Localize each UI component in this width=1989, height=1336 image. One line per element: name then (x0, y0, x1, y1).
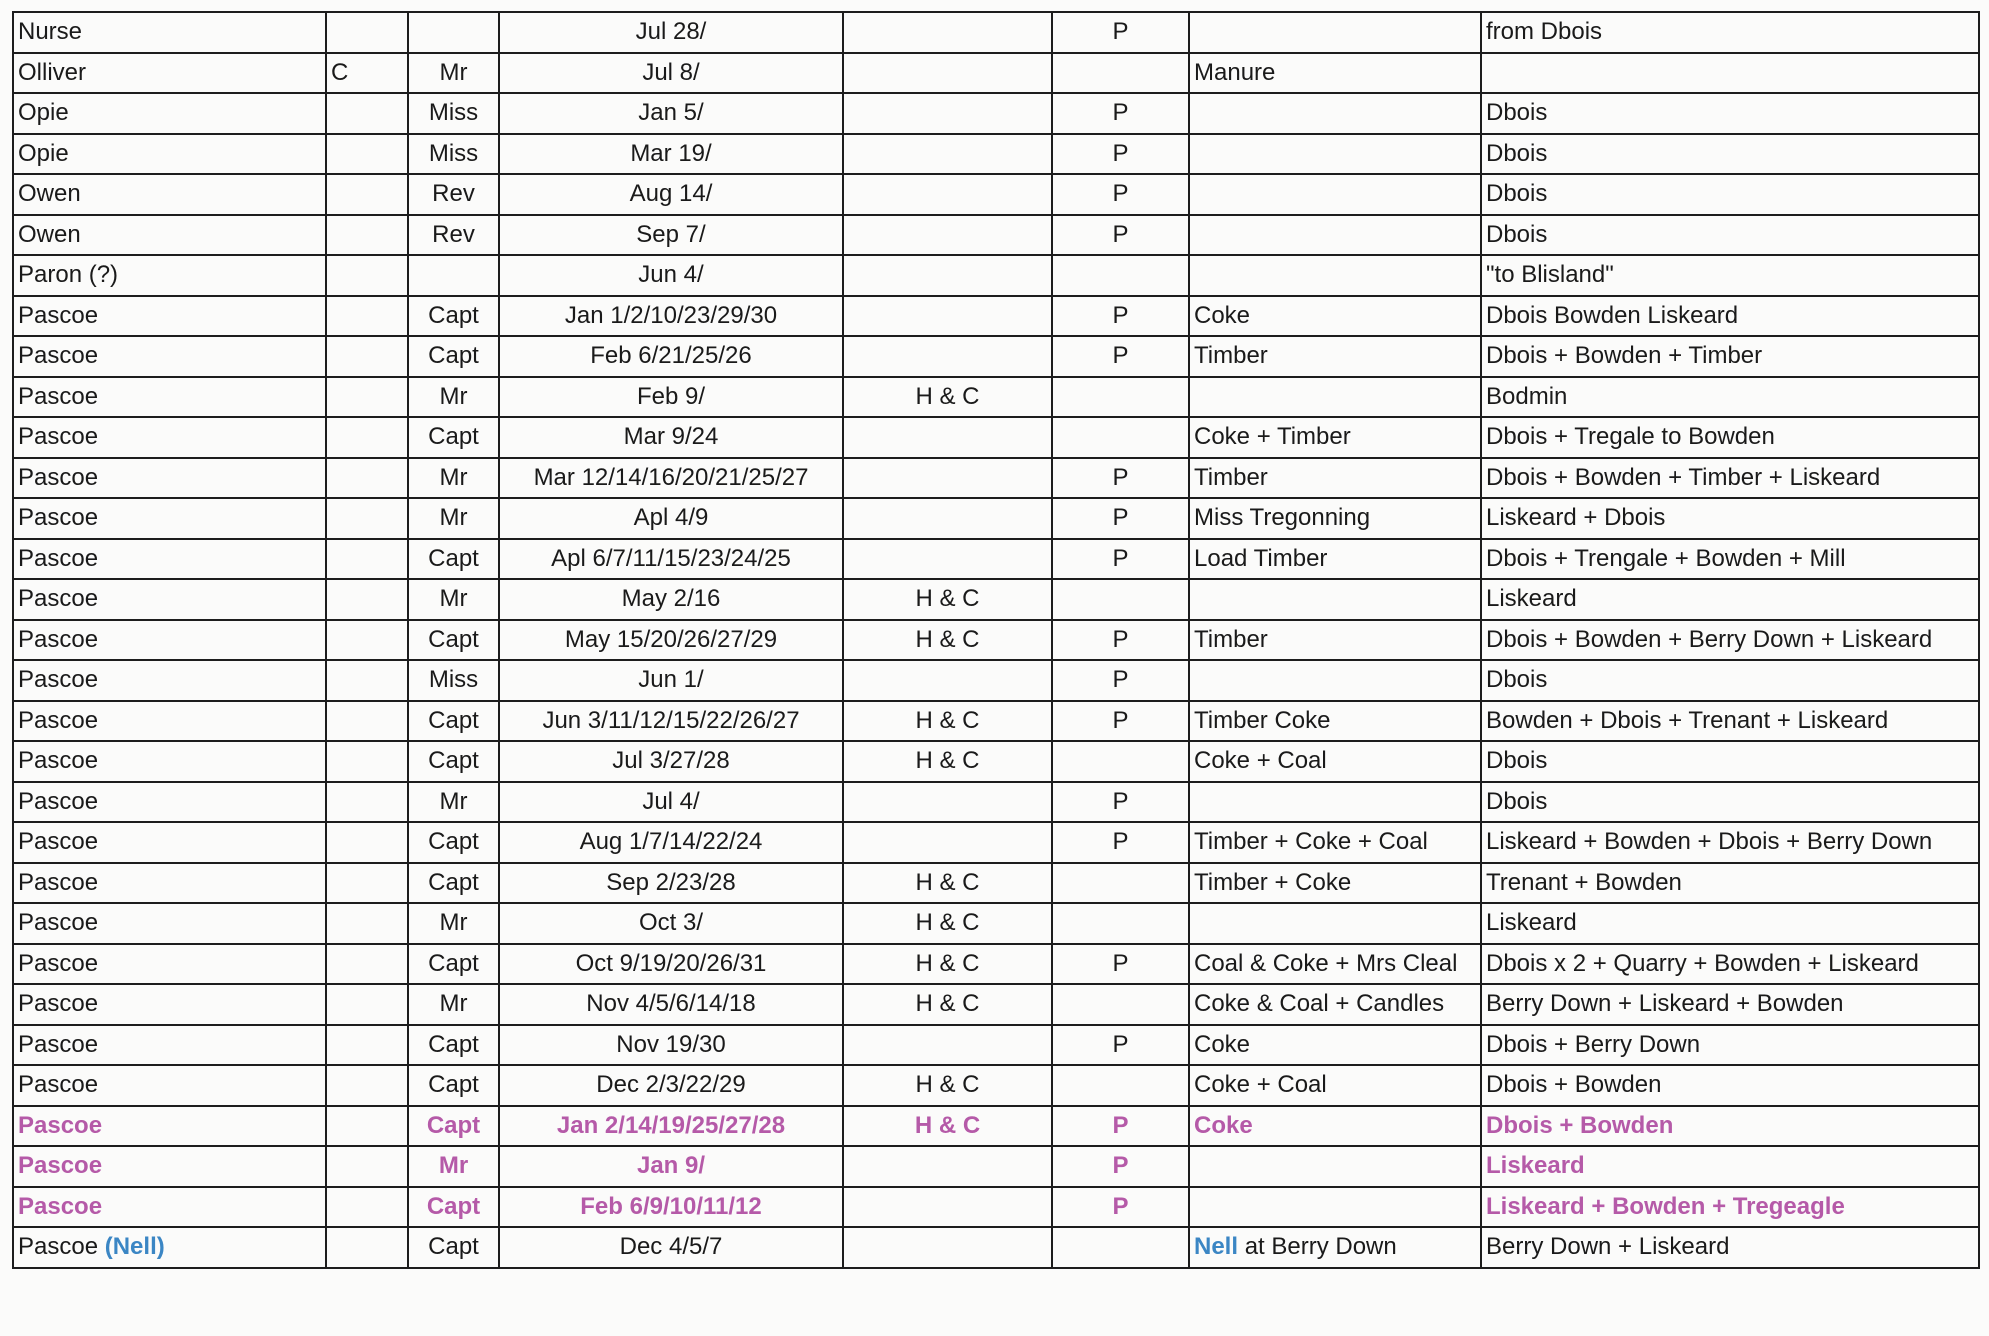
initial-cell (326, 660, 408, 701)
table-row (13, 1106, 1979, 1147)
initial-cell (326, 296, 408, 337)
initial-cell (326, 174, 408, 215)
p-cell: P (1052, 822, 1189, 863)
initial-cell (326, 944, 408, 985)
destination-cell: Bodmin (1481, 377, 1979, 418)
initial-cell (326, 458, 408, 499)
hc-cell (843, 498, 1052, 539)
item-cell (1189, 12, 1481, 53)
title-cell: Capt (408, 1025, 499, 1066)
table-row (13, 134, 1979, 175)
initial-cell (326, 1106, 408, 1147)
name-cell: Pascoe (13, 1025, 326, 1066)
title-cell: Miss (408, 93, 499, 134)
dates-cell: Jan 2/14/19/25/27/28 (499, 1106, 843, 1147)
hc-cell (843, 12, 1052, 53)
name-cell: Olliver (13, 53, 326, 94)
table-row (13, 1025, 1979, 1066)
initial-cell (326, 1227, 408, 1268)
dates-cell: Jan 9/ (499, 1146, 843, 1187)
dates-cell: Apl 6/7/11/15/23/24/25 (499, 539, 843, 580)
p-cell (1052, 53, 1189, 94)
item-cell (1189, 903, 1481, 944)
destination-cell: Dbois (1481, 782, 1979, 823)
dates-cell: Sep 2/23/28 (499, 863, 843, 904)
item-cell: Miss Tregonning (1189, 498, 1481, 539)
destination-cell: Liskeard (1481, 903, 1979, 944)
item-cell: Timber + Coke (1189, 863, 1481, 904)
hc-cell: H & C (843, 984, 1052, 1025)
p-cell: P (1052, 134, 1189, 175)
table-row (13, 903, 1979, 944)
title-cell: Capt (408, 1106, 499, 1147)
p-cell: P (1052, 498, 1189, 539)
name-cell: Pascoe (13, 417, 326, 458)
p-cell: P (1052, 174, 1189, 215)
destination-cell: Liskeard + Dbois (1481, 498, 1979, 539)
item-cell (1189, 174, 1481, 215)
p-cell: P (1052, 215, 1189, 256)
p-cell (1052, 984, 1189, 1025)
p-cell (1052, 1227, 1189, 1268)
name-cell: Pascoe (13, 984, 326, 1025)
table-row (13, 458, 1979, 499)
title-cell: Rev (408, 215, 499, 256)
item-cell: Timber + Coke + Coal (1189, 822, 1481, 863)
p-cell: P (1052, 944, 1189, 985)
destination-cell: Liskeard + Bowden + Dbois + Berry Down (1481, 822, 1979, 863)
destination-cell: Dbois + Trengale + Bowden + Mill (1481, 539, 1979, 580)
initial-cell (326, 903, 408, 944)
name-cell: Owen (13, 174, 326, 215)
table-row (13, 12, 1979, 53)
name-cell: Pascoe (13, 1106, 326, 1147)
title-cell: Mr (408, 782, 499, 823)
item-cell (1189, 93, 1481, 134)
table-row (13, 539, 1979, 580)
name-cell: Pascoe (13, 660, 326, 701)
name-cell: Pascoe (13, 903, 326, 944)
hc-cell: H & C (843, 620, 1052, 661)
item-cell: Timber (1189, 336, 1481, 377)
destination-cell: Liskeard (1481, 1146, 1979, 1187)
dates-cell: Jun 1/ (499, 660, 843, 701)
title-cell: Capt (408, 701, 499, 742)
hc-cell (843, 539, 1052, 580)
table-row (13, 1065, 1979, 1106)
hc-cell (843, 53, 1052, 94)
name-cell: Pascoe (13, 863, 326, 904)
initial-cell (326, 984, 408, 1025)
title-cell: Capt (408, 539, 499, 580)
item-cell (1189, 1227, 1481, 1268)
title-cell (408, 255, 499, 296)
initial-cell (326, 255, 408, 296)
name-cell: Owen (13, 215, 326, 256)
hc-cell: H & C (843, 863, 1052, 904)
hc-cell (843, 458, 1052, 499)
name-cell: Pascoe (13, 458, 326, 499)
item-cell (1189, 377, 1481, 418)
destination-cell: from Dbois (1481, 12, 1979, 53)
title-cell: Capt (408, 822, 499, 863)
name-cell: Pascoe (13, 620, 326, 661)
p-cell (1052, 1065, 1189, 1106)
item-cell: Load Timber (1189, 539, 1481, 580)
table-row (13, 984, 1979, 1025)
name-cell: Pascoe (13, 782, 326, 823)
p-cell: P (1052, 296, 1189, 337)
hc-cell: H & C (843, 579, 1052, 620)
title-cell (408, 12, 499, 53)
destination-cell: Trenant + Bowden (1481, 863, 1979, 904)
name-cell: Pascoe (13, 539, 326, 580)
item-cell: Coke (1189, 296, 1481, 337)
hc-cell (843, 782, 1052, 823)
initial-cell (326, 822, 408, 863)
dates-cell: May 15/20/26/27/29 (499, 620, 843, 661)
name-cell: Pascoe (13, 701, 326, 742)
item-cell (1189, 782, 1481, 823)
name-cell: Pascoe (13, 296, 326, 337)
p-cell: P (1052, 1146, 1189, 1187)
title-cell: Capt (408, 417, 499, 458)
table-row (13, 620, 1979, 661)
dates-cell: Mar 19/ (499, 134, 843, 175)
item-text: at Berry Down (1244, 1233, 1397, 1261)
hc-cell (843, 1227, 1052, 1268)
title-cell: Mr (408, 377, 499, 418)
destination-cell: Dbois + Bowden + Timber (1481, 336, 1979, 377)
dates-cell: Jul 28/ (499, 12, 843, 53)
item-cell (1189, 579, 1481, 620)
dates-cell: Apl 4/9 (499, 498, 843, 539)
p-cell: P (1052, 336, 1189, 377)
hc-cell: H & C (843, 701, 1052, 742)
item-cell: Manure (1189, 53, 1481, 94)
name-cell: Pascoe (13, 1065, 326, 1106)
title-cell: Capt (408, 1227, 499, 1268)
item-cell: Timber (1189, 458, 1481, 499)
dates-cell: Aug 14/ (499, 174, 843, 215)
table-row (13, 377, 1979, 418)
destination-cell: Dbois + Tregale to Bowden (1481, 417, 1979, 458)
table-row (13, 701, 1979, 742)
name-cell (13, 1227, 326, 1268)
table-row (13, 296, 1979, 337)
item-cell (1189, 215, 1481, 256)
initial-cell (326, 498, 408, 539)
dates-cell: Jan 5/ (499, 93, 843, 134)
name-cell: Pascoe (13, 822, 326, 863)
table-row (13, 822, 1979, 863)
name-cell: Pascoe (13, 1146, 326, 1187)
destination-cell: Dbois (1481, 215, 1979, 256)
name-cell: Paron (?) (13, 255, 326, 296)
destination-cell: Dbois + Bowden (1481, 1065, 1979, 1106)
p-cell: P (1052, 93, 1189, 134)
title-cell: Miss (408, 660, 499, 701)
p-cell: P (1052, 660, 1189, 701)
destination-cell: Dbois (1481, 174, 1979, 215)
p-cell: P (1052, 782, 1189, 823)
initial-cell (326, 215, 408, 256)
destination-cell: Liskeard (1481, 579, 1979, 620)
item-cell (1189, 255, 1481, 296)
destination-cell: Dbois (1481, 660, 1979, 701)
table-row (13, 53, 1979, 94)
initial-cell (326, 782, 408, 823)
name-note: (Nell) (104, 1233, 165, 1261)
initial-cell (326, 417, 408, 458)
initial-cell (326, 863, 408, 904)
hc-cell (843, 1187, 1052, 1228)
dates-cell: Feb 6/9/10/11/12 (499, 1187, 843, 1228)
name-cell: Pascoe (13, 336, 326, 377)
initial-cell (326, 12, 408, 53)
hc-cell (843, 93, 1052, 134)
item-cell (1189, 660, 1481, 701)
dates-cell: Jul 3/27/28 (499, 741, 843, 782)
name-cell: Pascoe (13, 498, 326, 539)
name-cell: Opie (13, 93, 326, 134)
initial-cell (326, 336, 408, 377)
initial-cell (326, 1187, 408, 1228)
hc-cell (843, 134, 1052, 175)
title-cell: Mr (408, 53, 499, 94)
initial-cell (326, 134, 408, 175)
destination-cell: Berry Down + Liskeard (1481, 1227, 1979, 1268)
destination-cell: Berry Down + Liskeard + Bowden (1481, 984, 1979, 1025)
title-cell: Capt (408, 336, 499, 377)
hc-cell (843, 822, 1052, 863)
item-cell: Coke + Coal (1189, 1065, 1481, 1106)
title-cell: Capt (408, 944, 499, 985)
destination-cell: Dbois x 2 + Quarry + Bowden + Liskeard (1481, 944, 1979, 985)
dates-cell: Feb 6/21/25/26 (499, 336, 843, 377)
dates-cell: Sep 7/ (499, 215, 843, 256)
destination-cell: Dbois + Bowden (1481, 1106, 1979, 1147)
item-cell: Coal & Coke + Mrs Cleal (1189, 944, 1481, 985)
destination-cell: Dbois (1481, 741, 1979, 782)
dates-cell: Oct 9/19/20/26/31 (499, 944, 843, 985)
title-cell: Capt (408, 620, 499, 661)
table-row (13, 498, 1979, 539)
title-cell: Mr (408, 579, 499, 620)
dates-cell: Dec 2/3/22/29 (499, 1065, 843, 1106)
name-cell: Pascoe (13, 741, 326, 782)
hc-cell (843, 336, 1052, 377)
p-cell (1052, 903, 1189, 944)
p-cell: P (1052, 620, 1189, 661)
table-row (13, 1187, 1979, 1228)
item-cell (1189, 134, 1481, 175)
table-row (13, 1146, 1979, 1187)
p-cell (1052, 417, 1189, 458)
table-row (13, 944, 1979, 985)
item-cell: Coke & Coal + Candles (1189, 984, 1481, 1025)
hc-cell: H & C (843, 377, 1052, 418)
destination-cell: Dbois (1481, 134, 1979, 175)
item-cell: Coke (1189, 1025, 1481, 1066)
dates-cell: Jun 3/11/12/15/22/26/27 (499, 701, 843, 742)
name-cell: Pascoe (13, 944, 326, 985)
destination-cell: Dbois + Bowden + Berry Down + Liskeard (1481, 620, 1979, 661)
title-cell: Capt (408, 863, 499, 904)
initial-cell (326, 1025, 408, 1066)
destination-cell: Bowden + Dbois + Trenant + Liskeard (1481, 701, 1979, 742)
hc-cell: H & C (843, 1106, 1052, 1147)
item-cell: Coke + Coal (1189, 741, 1481, 782)
hc-cell (843, 215, 1052, 256)
destination-cell: Dbois (1481, 93, 1979, 134)
p-cell: P (1052, 539, 1189, 580)
title-cell: Capt (408, 1065, 499, 1106)
hc-cell (843, 1146, 1052, 1187)
hc-cell: H & C (843, 903, 1052, 944)
initial-cell (326, 579, 408, 620)
initial-cell (326, 1146, 408, 1187)
hc-cell (843, 255, 1052, 296)
table-row (13, 660, 1979, 701)
hc-cell (843, 417, 1052, 458)
dates-cell: Nov 19/30 (499, 1025, 843, 1066)
table-row (13, 93, 1979, 134)
initial-cell (326, 377, 408, 418)
hc-cell (843, 296, 1052, 337)
hc-cell (843, 1025, 1052, 1066)
title-cell: Capt (408, 741, 499, 782)
destination-cell: Dbois Bowden Liskeard (1481, 296, 1979, 337)
title-cell: Capt (408, 1187, 499, 1228)
table-row (13, 579, 1979, 620)
title-cell: Mr (408, 498, 499, 539)
p-cell (1052, 741, 1189, 782)
initial-cell (326, 701, 408, 742)
dates-cell: Nov 4/5/6/14/18 (499, 984, 843, 1025)
table-row (13, 863, 1979, 904)
title-cell: Miss (408, 134, 499, 175)
table-row (13, 782, 1979, 823)
dates-cell: Mar 9/24 (499, 417, 843, 458)
initial-cell: C (326, 53, 408, 94)
dates-cell: Jul 4/ (499, 782, 843, 823)
name-cell: Opie (13, 134, 326, 175)
dates-cell: Jan 1/2/10/23/29/30 (499, 296, 843, 337)
destination-cell: Dbois + Berry Down (1481, 1025, 1979, 1066)
p-cell: P (1052, 1025, 1189, 1066)
p-cell: P (1052, 1106, 1189, 1147)
title-cell: Rev (408, 174, 499, 215)
initial-cell (326, 620, 408, 661)
hc-cell (843, 174, 1052, 215)
p-cell (1052, 579, 1189, 620)
item-cell: Coke (1189, 1106, 1481, 1147)
p-cell (1052, 863, 1189, 904)
table-row (13, 741, 1979, 782)
hc-cell (843, 660, 1052, 701)
initial-cell (326, 1065, 408, 1106)
hc-cell: H & C (843, 944, 1052, 985)
table-row (13, 215, 1979, 256)
title-cell: Mr (408, 458, 499, 499)
p-cell: P (1052, 458, 1189, 499)
destination-cell: Dbois + Bowden + Timber + Liskeard (1481, 458, 1979, 499)
dates-cell: Aug 1/7/14/22/24 (499, 822, 843, 863)
initial-cell (326, 93, 408, 134)
dates-cell: Dec 4/5/7 (499, 1227, 843, 1268)
title-cell: Mr (408, 903, 499, 944)
dates-cell: Feb 9/ (499, 377, 843, 418)
initial-cell (326, 539, 408, 580)
table-row (13, 1227, 1979, 1268)
item-cell: Timber (1189, 620, 1481, 661)
initial-cell (326, 741, 408, 782)
destination-cell (1481, 53, 1979, 94)
dates-cell: Mar 12/14/16/20/21/25/27 (499, 458, 843, 499)
name-cell: Pascoe (13, 1187, 326, 1228)
name-cell: Pascoe (13, 579, 326, 620)
table-row (13, 336, 1979, 377)
p-cell: P (1052, 701, 1189, 742)
destination-cell: Liskeard + Bowden + Tregeagle (1481, 1187, 1979, 1228)
item-cell (1189, 1187, 1481, 1228)
item-cell: Timber Coke (1189, 701, 1481, 742)
table-row (13, 174, 1979, 215)
name-cell: Nurse (13, 12, 326, 53)
title-cell: Mr (408, 984, 499, 1025)
dates-cell: May 2/16 (499, 579, 843, 620)
destination-cell: "to Blisland" (1481, 255, 1979, 296)
p-cell: P (1052, 12, 1189, 53)
hc-cell: H & C (843, 1065, 1052, 1106)
p-cell (1052, 255, 1189, 296)
item-cell: Coke + Timber (1189, 417, 1481, 458)
item-cell (1189, 1146, 1481, 1187)
title-cell: Capt (408, 296, 499, 337)
table-row (13, 255, 1979, 296)
dates-cell: Oct 3/ (499, 903, 843, 944)
ledger-table (12, 11, 1980, 1269)
p-cell (1052, 377, 1189, 418)
p-cell: P (1052, 1187, 1189, 1228)
name-cell: Pascoe (13, 377, 326, 418)
name-text: Pascoe (18, 1233, 99, 1261)
table-row (13, 417, 1979, 458)
dates-cell: Jul 8/ (499, 53, 843, 94)
item-note: Nell (1194, 1233, 1239, 1261)
dates-cell: Jun 4/ (499, 255, 843, 296)
title-cell: Mr (408, 1146, 499, 1187)
ledger-rows (13, 12, 1979, 1268)
hc-cell: H & C (843, 741, 1052, 782)
